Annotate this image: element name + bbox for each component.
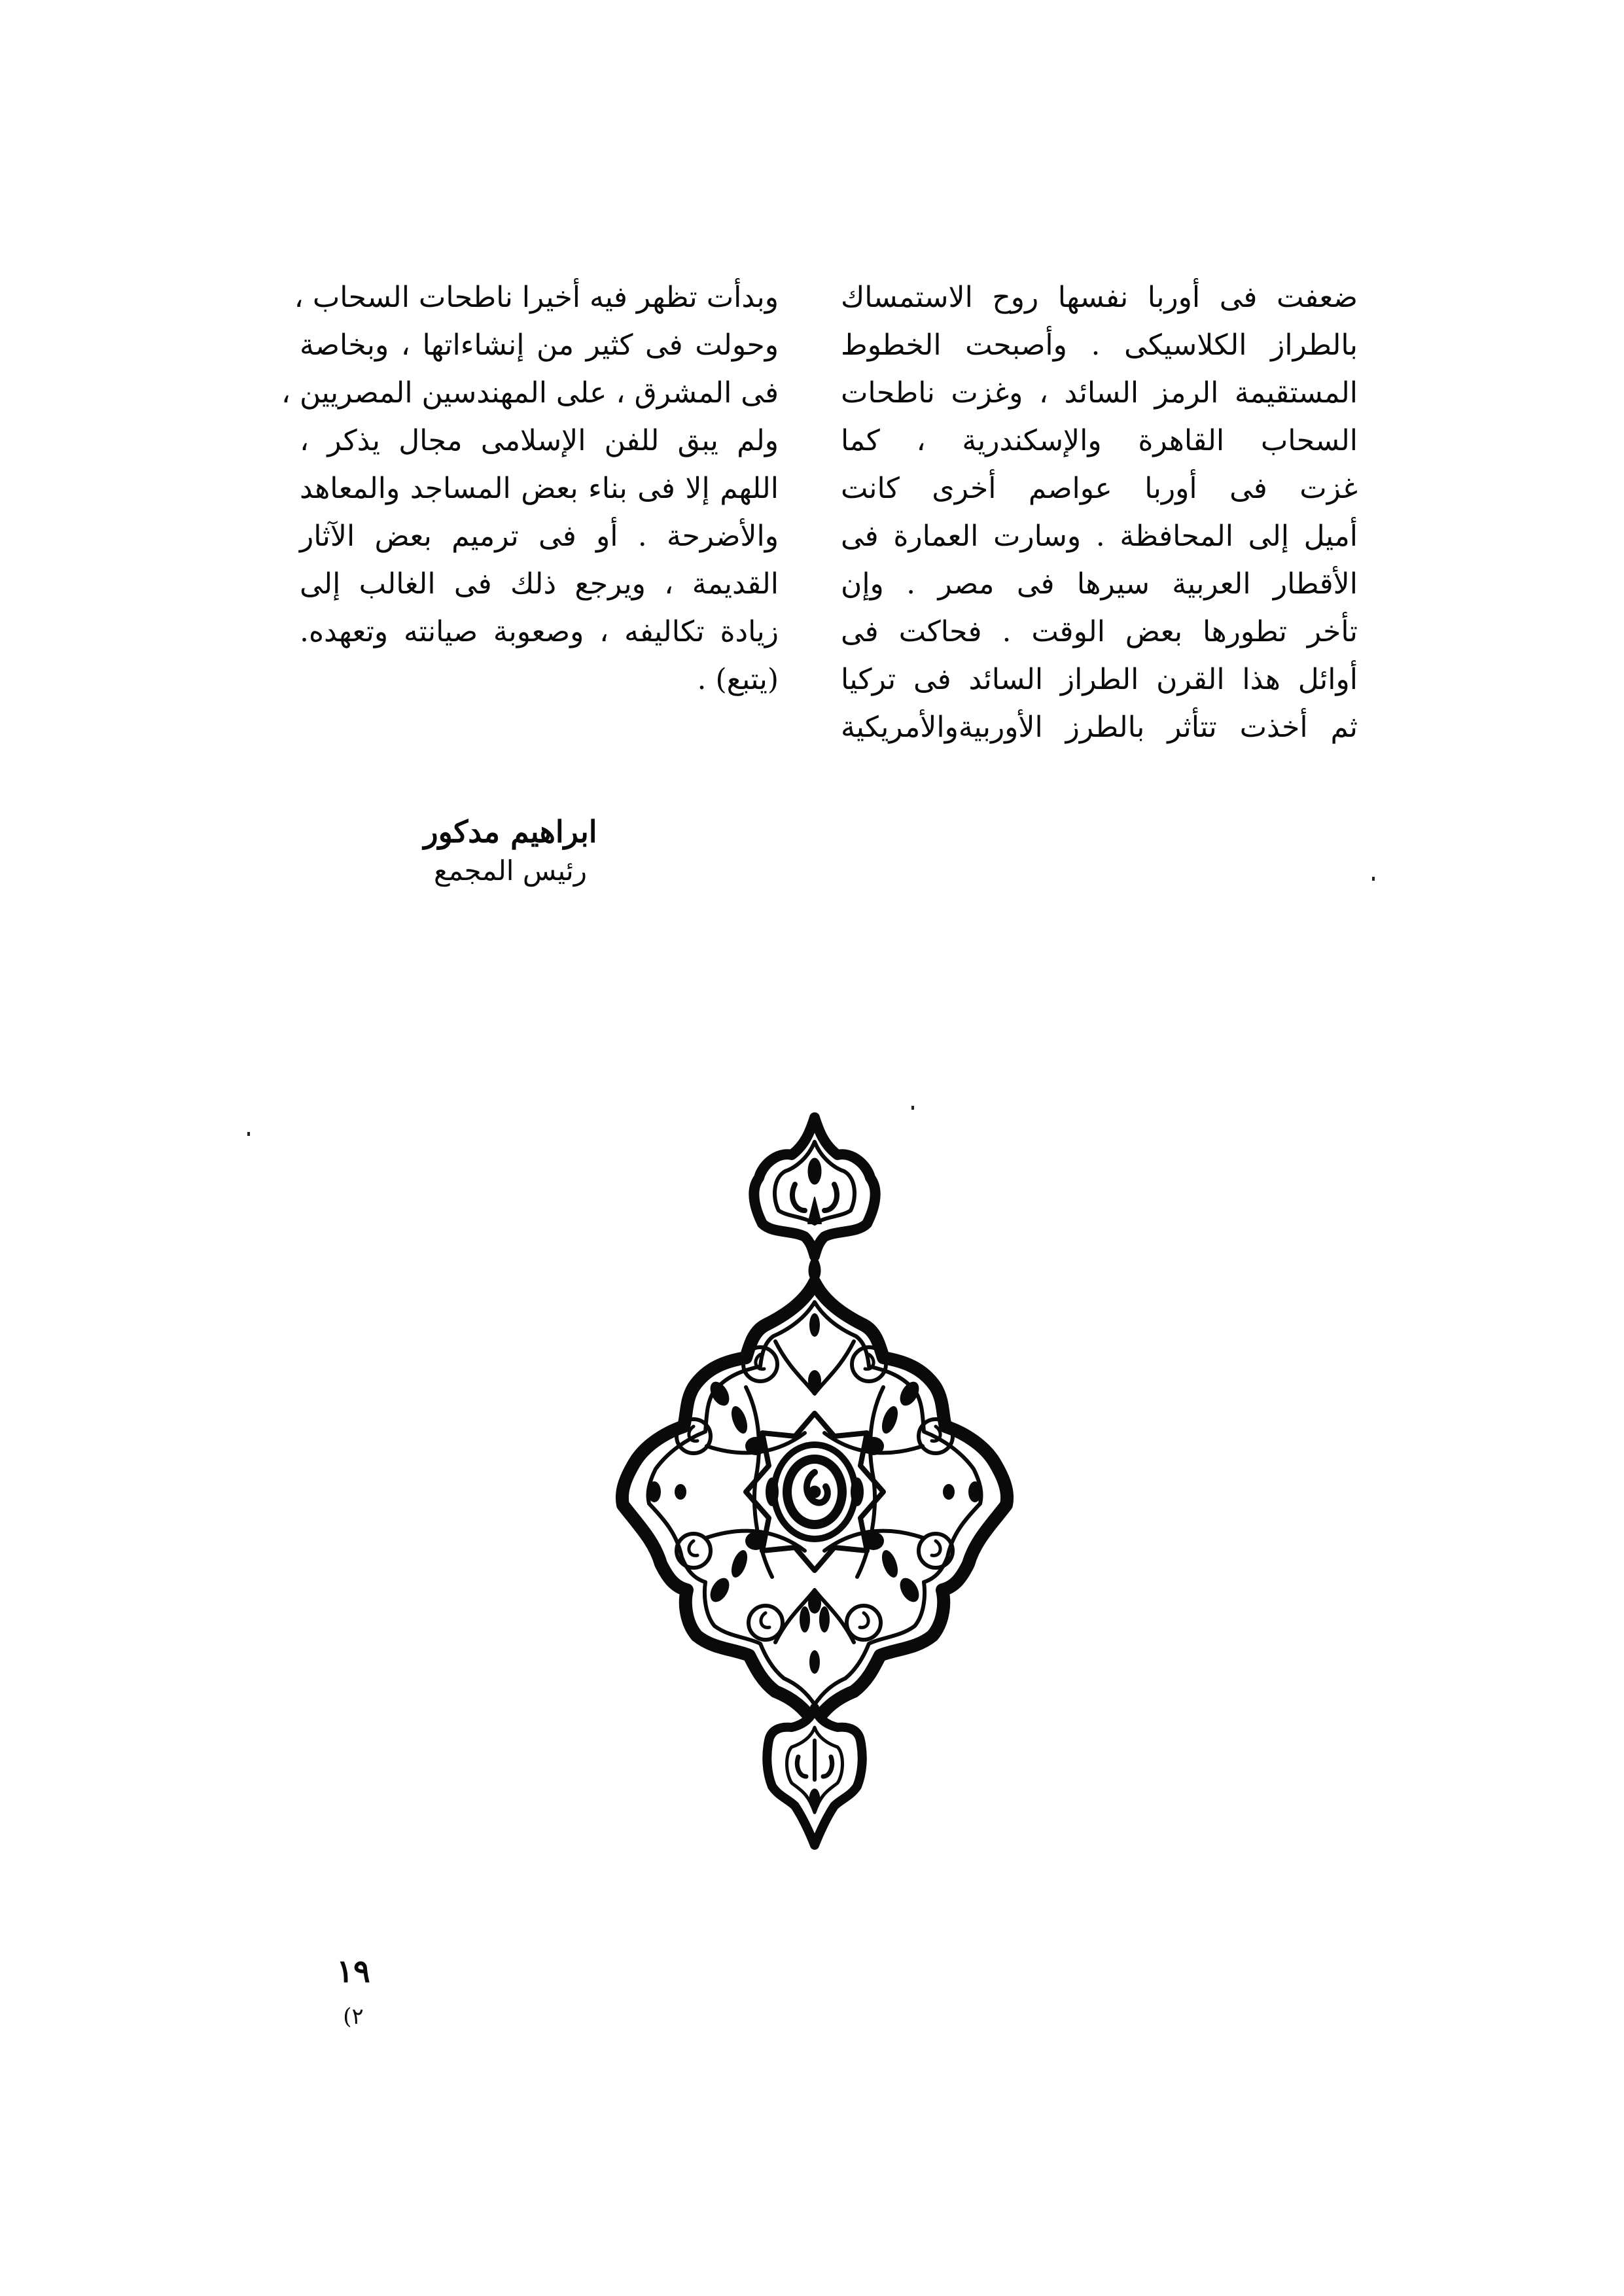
text-line: فى المشرق ، على المهندسين المصريين ، xyxy=(281,376,779,410)
text-line: والأضرحة . أو فى ترميم بعض الآثار xyxy=(300,520,779,553)
author-name: ابراهيم مدكور xyxy=(423,814,597,849)
text-line: المستقيمة الرمز السائد ، وغزت ناطحات xyxy=(841,376,1358,410)
text-line: وبدأت تظهر فيه أخيرا ناطحات السحاب ، xyxy=(294,281,779,314)
islamic-arabesque-medallion-icon xyxy=(609,1106,1021,1754)
text-column-left xyxy=(281,274,779,703)
text-line: السحاب القاهرة والإسكندرية ، كما xyxy=(841,424,1358,457)
text-line: زيادة تكاليفه ، وصعوبة صيانته وتعهده. xyxy=(300,615,779,648)
text-line: القديمة ، ويرجع ذلك فى الغالب إلى xyxy=(300,567,779,601)
scan-speck xyxy=(1372,877,1375,881)
text-line: ثم أخذت تتأثر بالطرز الأوربيةوالأمريكية xyxy=(841,711,1358,744)
text-line: اللهم إلا فى بناء بعض المساجد والمعاهد xyxy=(300,472,779,505)
text-line: وحولت فى كثير من إنشاءاتها ، وبخاصة xyxy=(300,328,779,362)
text-line: الأقطار العربية سيرها فى مصر . وإن xyxy=(841,567,1358,601)
page-number: ١٩ xyxy=(336,1953,370,1990)
text-line: ضعفت فى أوربا نفسها روح الاستمساك xyxy=(841,281,1358,314)
text-line: تأخر تطورها بعض الوقت . فحاكت فى xyxy=(841,615,1358,648)
text-line: أميل إلى المحافظة . وسارت العمارة فى xyxy=(841,520,1358,553)
text-line: غزت فى أوربا عواصم أخرى كانت xyxy=(841,472,1358,505)
to-be-continued: (يتبع) . xyxy=(697,663,779,696)
scan-speck xyxy=(911,1106,914,1110)
author-title: رئيس المجمع xyxy=(433,855,588,887)
scan-speck xyxy=(247,1132,250,1136)
text-line: أوائل هذا القرن الطراز السائد فى تركيا xyxy=(841,663,1358,696)
text-line: ولم يبق للفن الإسلامى مجال يذكر ، xyxy=(300,424,779,457)
signature-block xyxy=(406,811,615,890)
text-line: بالطراز الكلاسيكى . وأصبحت الخطوط xyxy=(841,328,1358,362)
ornament-pendant-icon xyxy=(759,1701,870,1852)
signature-mark: (٢ xyxy=(343,2004,364,2030)
text-column-right xyxy=(841,274,1358,751)
